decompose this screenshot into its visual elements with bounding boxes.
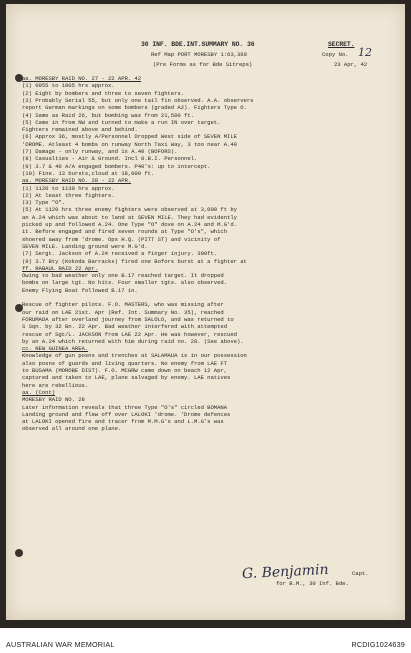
text-line: report German markings on some bombers (graded A2). Fighters Type O. <box>22 104 247 112</box>
text-line: Fighters remained above and behind. <box>22 126 138 134</box>
text-line: observed all around one plane. <box>22 425 122 433</box>
text-line: an A.24 which was about to land at SEVEN MILE. They had evidently <box>22 213 237 221</box>
text-line: Knowledge of gun posns and trenches at SALAMAUA is in our possession <box>22 352 247 360</box>
text-line: Rescue of fighter pilots. F.O. MASTERS, who was missing after <box>22 301 224 309</box>
text-line: at LALOKI opened fire and tracer from M.M.G's and L.M.G's was <box>22 418 224 426</box>
section-heading: ff. RABAUL RAID 22 Apr. <box>22 264 99 272</box>
text-line: (1) 1120 to 1130 hrs approx. <box>22 184 115 192</box>
text-line: S Sqn. by 32 Bn. 22 Apr. Bad weather interfered with attempted <box>22 323 228 331</box>
text-line: captured and taken to LAE, plane salvaged by enemy. LAE natives <box>22 374 231 382</box>
ref-map: Ref Map PORT MORESBY 1:63,360 <box>151 51 247 58</box>
text-line: (7) Sergt. Jackson of A.24 received a finger injury. 300ft. <box>22 250 218 258</box>
text-line: shoered away from 'drome. Ops H.Q. (PITT ST) and vicinity of <box>22 235 221 243</box>
classification: SECRET. <box>328 41 355 48</box>
summary-title: 30 INF. BDE.INT.SUMMARY NO. 36 <box>141 41 255 48</box>
punch-hole <box>15 549 23 557</box>
copy-no-label: Copy No. <box>322 51 349 58</box>
section-heading: cc. NEW GUINEA AREA. <box>22 345 89 353</box>
text-line: (5) At 1120 hrs three enemy fighters were observed at 3,000 ft by <box>22 206 237 214</box>
document-page <box>6 4 405 620</box>
text-line: (1) 0955 to 1005 hrs approx. <box>22 82 115 90</box>
text-line: (2) At least three fighters. <box>22 191 115 199</box>
section-heading: aa. MORESBY RAID NO. 28 - 22 APR. <box>22 177 132 185</box>
text-line: (10) Fine. 13 bursts,cloud at 18,000 ft. <box>22 169 155 177</box>
text-line: SEVEN MILE. Landing ground were M.G'd. <box>22 242 148 250</box>
text-line: also posns of guards and living quarters. No enemy from LAE FT <box>22 359 228 367</box>
text-line: (5) Came in from NW and turned to make a run IN over target. <box>22 118 221 126</box>
text-line: rescue of Sgt/L. JACKSON from LAE 22 Apr. He was however, rescued <box>22 330 237 338</box>
text-line: (8) Casualties - Air & Ground. Incl 0.B.I. Personnel. <box>22 155 198 163</box>
text-line: Enemy Flying Boat followed B.17 in. <box>22 286 138 294</box>
text-line: (9) 3.7 & 40 A/A engaged bombers. P40's: up to intercept. <box>22 162 211 170</box>
section-heading: aa. (Cont) <box>22 388 56 396</box>
text-line: our raid on LAE 21st. Apr (Ref. Int. Summary No. 35), reached <box>22 308 224 316</box>
text-line: picked up and followed A.24. One Type "O" dove on A.24 and M.G'd. <box>22 221 237 228</box>
footer-left: AUSTRALIAN WAR MEMORIAL <box>6 640 115 649</box>
text-line: (2) Eight by bombers and three to seven fighters. <box>22 89 185 97</box>
text-line: (3) Probably Serial 55, but only one tail fin observed. A.A. observers <box>22 96 254 104</box>
text-line: 'DROME. Atleast 4 bombs on runway North Taxi Way, 3 too near A.40 <box>22 140 237 148</box>
signature-appointment: for B.M., 30 Inf. Bde. <box>276 580 349 587</box>
signature-rank: Capt. <box>352 570 369 577</box>
handwritten-signature: G. Benjamin <box>241 561 329 583</box>
text-line: (7) Damage - only runway, and 1x A.40 (BOFORS). <box>22 148 178 155</box>
text-line: here are rebellious. <box>22 381 89 389</box>
text-line: (4) Same as Raid 26, but bombing was from 21,500 ft. <box>22 111 194 119</box>
forms-note: (Pre Forms as for Bde Sitreps) <box>153 61 253 68</box>
text-line: to BUSAMA (MOROBE DIST). F.O. MCGRW came down on beach 12 Apr, <box>22 367 228 374</box>
text-line: (3) Type "O". <box>22 199 65 207</box>
date: 23 Apr, 42 <box>334 61 368 68</box>
text-line: by an A.24 which returned with him during raid no. 28. (See above). <box>22 337 244 345</box>
text-line: (6) Approx 36, mostly A/Personnel Dropped West side of SEVEN MILE <box>22 133 237 141</box>
text-line: FORUMADA after overland journey from SALOLO, and was returned to <box>22 315 234 323</box>
text-line: (9) 3.7 Bty (Kokoda Barracks) fired one Bofors burst at a fighter at <box>22 257 247 265</box>
text-line: Later information reveals that three Type "O's" circled BOMANA <box>22 403 228 411</box>
text-line: Landing ground and flew off over LALOKI 'drome. 'Drome defences <box>22 410 231 418</box>
text-line: bombs on large tgt. No hits. Four smaller tgts. also observed. <box>22 279 228 287</box>
footer-right: RCDIG1024639 <box>351 640 405 649</box>
copy-no-value: 12 <box>358 46 372 59</box>
text-line: MORESBY RAID NO. 28 <box>22 396 85 404</box>
text-line: it. Before engaged and fired seven rounds at Type "O's", which <box>22 228 228 236</box>
text-line: Owing to bad weather only one B.17 reached target. It dropped <box>22 272 224 280</box>
section-heading: aa. MORESBY RAID NO. 27 - 22 APR. 42 <box>22 75 142 82</box>
